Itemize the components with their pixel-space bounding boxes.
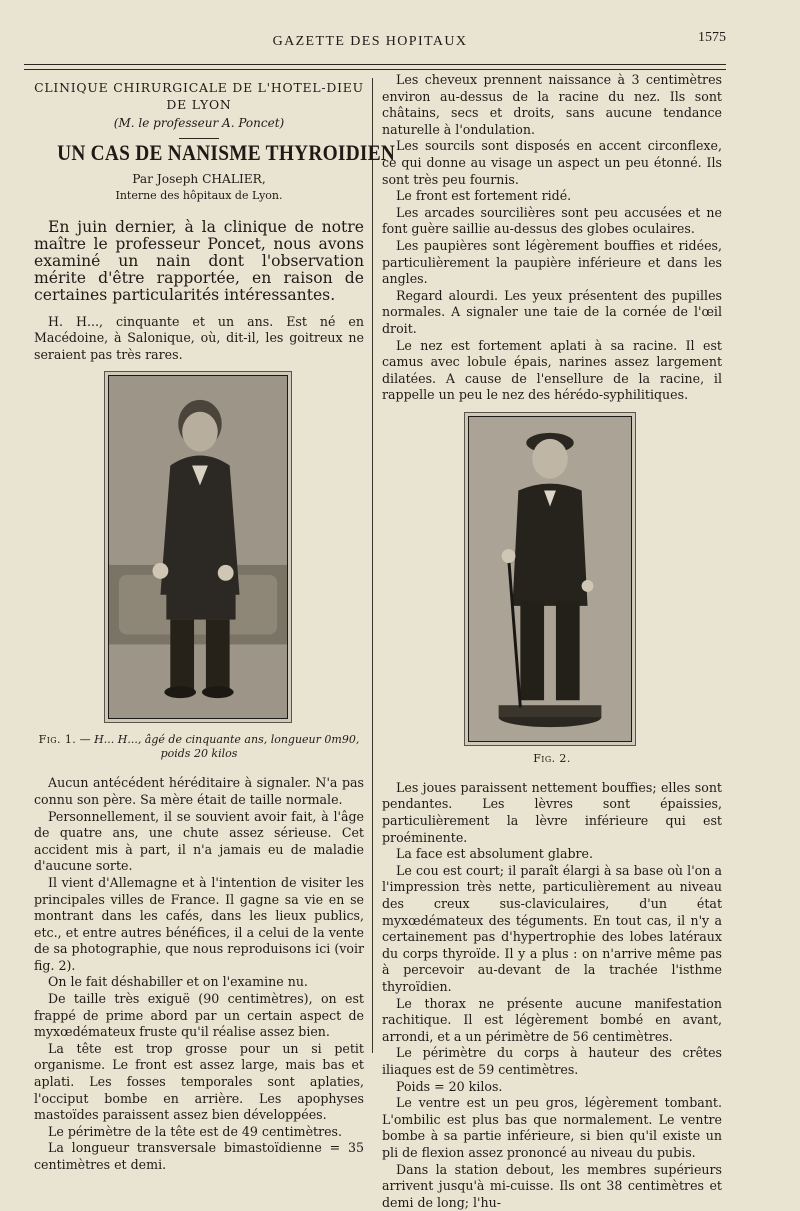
- paragraph: Le cou est court; il paraît élargi à sa base où l'on a l'impression très nette, particulièrement au niveau des creux sus-claviculaires, d'un état myxœdémateux des téguments. En tout cas, il n'y a certainement pas d'hypertrophie des lobes latéraux du corps thyroïde. Il y a plus : on n'arrive même pas à percevoir au-devant de la trachée l'isthme thyroïdien.: [382, 862, 722, 994]
- seated-dwarf-photo: [108, 375, 288, 719]
- paragraph: H. H..., cinquante et un ans. Est né en Macédoine, à Salonique, où, dit-il, les goitreux ne seraient pas très rares.: [34, 313, 364, 362]
- paragraph: La tête est trop grosse pour un si petit organisme. Le front est assez large, mais bas et aplati. Les fosses temporales sont aplaties, l'occiput bombe en arrière. Les apophyses mastoïdes paraissent assez bien développées.: [34, 1040, 364, 1123]
- paragraph: Les joues paraissent nettement bouffies; elles sont pendantes. Les lèvres sont épaissies, particulièrement la lèvre inférieure qui est proéminente.: [382, 779, 722, 845]
- paragraph: De taille très exiguë (90 centimètres), on est frappé de prime abord par un certain aspect de myxœdémateux fruste qu'il réalise assez bien.: [34, 991, 364, 1040]
- article-title: UN CAS DE NANISME THYROIDIEN: [57, 139, 396, 165]
- paragraph: La face est absolument glabre.: [396, 846, 593, 862]
- paragraph: Les cheveux prennent naissance à 3 centimètres environ au-dessus de la racine du nez. Ils sont châtains, secs et droits, sans aucune tendance naturelle à l'ondulation.: [382, 72, 722, 137]
- title-rule: [179, 138, 219, 139]
- header-rule: [24, 64, 726, 70]
- professor-line: (M. le professeur A. Poncet): [113, 116, 285, 131]
- figure-1-photograph: [104, 371, 292, 723]
- paragraph: Le front est fortement ridé.: [396, 188, 572, 204]
- lead-paragraph: En juin dernier, à la clinique de notre maître le professeur Poncet, nous avons examiné un nain dont l'observation mérite d'être rapportée, en raison de certaines particularités intéressantes.: [34, 217, 364, 304]
- figure-2-caption: [382, 752, 722, 766]
- paragraph: Les paupières sont légèrement bouffies et ridées, particulièrement la paupière inférieure et dans les angles.: [382, 237, 722, 287]
- author-byline: Par Joseph CHALIER,: [132, 172, 266, 187]
- column-divider: [372, 78, 373, 1053]
- figure-1-caption-text: — H... H..., âgé de cinquante ans, longueur 0m90, poids 20 kilos: [79, 733, 360, 761]
- paragraph: Aucun antécédent héréditaire à signaler. N'a pas connu son père. Sa mère était de taille normale.: [34, 775, 364, 807]
- paragraph: Le périmètre du corps à hauteur des crêtes iliaques est de 59 centimètres.: [382, 1045, 722, 1077]
- figure-1-label: Fig. 1.: [38, 733, 77, 747]
- paragraph: On le fait déshabiller et on l'examine nu.: [48, 974, 308, 990]
- paragraph: Personnellement, il se souvient avoir fait, à l'âge de quatre ans, une chute assez sérieuse. Cet accident mis à part, il n'a jamais eu de maladie d'aucune sorte.: [34, 808, 364, 874]
- clinic-heading: CLINIQUE CHIRURGICALE DE L'HOTEL-DIEU DE LYON: [34, 80, 364, 112]
- page-number: 1575: [698, 30, 726, 45]
- paragraph: Il vient d'Allemagne et à l'intention de visiter les principales villes de France. Il gagne sa vie en se montrant dans les cafés, dans les lieux publics, etc., et entre autres bénéfices, il a celui de la vente de sa photographie, que nous reproduisons ici (voir fig. 2).: [34, 874, 364, 973]
- paragraph: Le ventre est un peu gros, légèrement tombant. L'ombilic est plus bas que normalement. Le ventre bombe à sa partie inférieure, si bien qu'il existe un pli de flexion assez prononcé au niveau du pubis.: [382, 1095, 722, 1160]
- left-column: [34, 78, 396, 1174]
- right-column: [382, 72, 722, 1211]
- paragraph: Poids = 20 kilos.: [396, 1078, 503, 1094]
- paragraph: Le périmètre de la tête est de 49 centimètres.: [48, 1123, 343, 1139]
- paragraph: Dans la station debout, les membres supérieurs arrivent jusqu'à mi-cuisse. Ils ont 38 centimètres et demi de long; l'hu-: [382, 1161, 722, 1210]
- figure-2-photograph: [464, 412, 636, 746]
- standing-dwarf-photo: [468, 416, 632, 742]
- paragraph: Les sourcils sont disposés en accent circonflexe, ce qui donne au visage un aspect un peu étonné. Ils sont très peu fournis.: [382, 138, 722, 187]
- author-affiliation: Interne des hôpitaux de Lyon.: [115, 188, 283, 202]
- figure-2-label: Fig. 2.: [533, 751, 571, 765]
- running-head: GAZETTE DES HOPITAUX: [272, 34, 468, 49]
- paragraph: Les arcades sourcilières sont peu accusées et ne font guère saillie au-dessus des globes oculaires.: [382, 204, 722, 237]
- paragraph: Le nez est fortement aplati à sa racine. Il est camus avec lobule épais, narines assez largement dilatées. A cause de l'ensellure de la racine, il rappelle un peu le nez des hérédo-syphilitiques.: [382, 337, 722, 403]
- paragraph: Le thorax ne présente aucune manifestation rachitique. Il est légèrement bombé en avant, arrondi, et a un périmètre de 56 centimètres.: [382, 995, 722, 1044]
- paragraph: Regard alourdi. Les yeux présentent des pupilles normales. A signaler une taie de la cornée de l'œil droit.: [382, 287, 722, 336]
- figure-1-caption: [34, 733, 364, 761]
- paragraph: La longueur transversale bimastoïdienne = 35 centimètres et demi.: [34, 1140, 364, 1172]
